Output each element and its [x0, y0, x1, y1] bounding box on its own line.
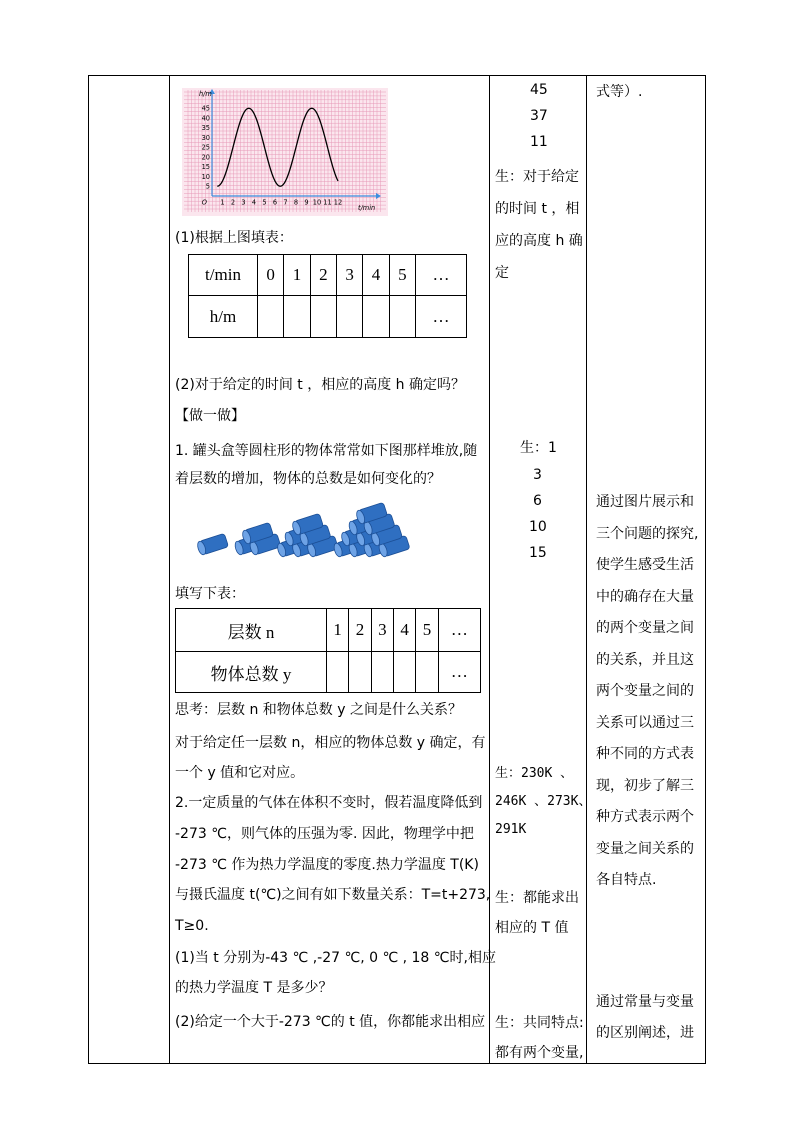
problem-2-question-1: 的热力学温度 T 是多少？ — [175, 980, 333, 996]
table-cell — [327, 652, 349, 693]
table-header-time: t/min — [189, 255, 258, 296]
y-tick-label: 15 — [201, 163, 210, 172]
table-cell — [416, 652, 438, 693]
problem-2-text: 与摄氏温度 t(℃)之间有如下数量关系：T=t+273, — [175, 887, 491, 903]
answer-number: 45 — [530, 82, 548, 98]
table-cell — [371, 652, 393, 693]
x-tick-label: 4 — [251, 198, 257, 207]
y-tick-label: 35 — [201, 124, 210, 133]
problem-1-text: 着层数的增加，物体的总数是如何变化的？ — [175, 471, 441, 487]
problem-2-question-2: (2)给定一个大于-273 ℃的 t 值，你都能求出相应 — [175, 1014, 486, 1030]
table-cell: 4 — [393, 609, 415, 652]
table-cell — [389, 296, 415, 338]
table-cell — [310, 296, 336, 338]
design-note-bottom: 通过常量与变量 的区别阐述，进 — [596, 994, 694, 1041]
design-intent-note: 通过图片展示和 三个问题的探究, 使学生感受生活 中的确存在大量 的两个变量之间 的关系，并且这 两个变量之间的 关系可以通过三 种不同的方式表 现，初步了解三 种方式表示两个 变量之间关系的 各自特点. — [596, 494, 699, 888]
problem-1-text: 1. 罐头盒等圆柱形的物体常常如下图那样堆放,随 — [175, 443, 478, 459]
table-cell — [284, 296, 310, 338]
x-tick-label: 7 — [283, 198, 288, 207]
problem-2-text: 2.一定质量的气体在体积不变时，假若温度降低到 — [175, 795, 483, 811]
table-cell: 4 — [363, 255, 389, 296]
student-answer-1: 生：对于给定 的时间 t ，相 应的高度 h 确 定 — [495, 169, 583, 281]
column-divider — [489, 76, 490, 1063]
origin-label: O — [201, 198, 207, 207]
table-cell: 2 — [349, 609, 371, 652]
table-cell: 3 — [336, 255, 362, 296]
x-tick-label: 11 — [323, 198, 332, 207]
y-tick-label: 30 — [201, 133, 210, 142]
table-cell: … — [416, 255, 467, 296]
layers-count-table — [175, 608, 481, 693]
height-time-graph — [182, 88, 388, 216]
x-axis-label: t/min — [358, 204, 376, 212]
think-question: 思考：层数 n 和物体总数 y 之间是什么关系？ — [175, 702, 462, 718]
table-cell — [336, 296, 362, 338]
design-note-top: 式等）. — [596, 84, 643, 100]
x-tick-label: 5 — [262, 198, 267, 207]
table-cell — [363, 296, 389, 338]
problem-2-text: T≥0. — [175, 918, 209, 934]
x-tick-label: 9 — [304, 198, 309, 207]
answer-number: 3 — [533, 467, 542, 483]
question-1-label: (1)根据上图填表： — [175, 230, 293, 246]
x-tick-label: 12 — [333, 198, 343, 207]
section-heading: 【做一做】 — [175, 408, 245, 424]
table-cell: 2 — [310, 255, 336, 296]
answer-number: 15 — [529, 545, 547, 561]
table-cell: … — [438, 652, 480, 693]
table-header-height: h/m — [189, 296, 258, 338]
answer-text: 一个 y 值和它对应。 — [175, 765, 305, 781]
problem-2-text: -273 ℃，则气体的压强为零. 因此，物理学中把 — [175, 826, 474, 842]
fill-table-label: 填写下表： — [175, 586, 245, 602]
table-cell — [258, 296, 284, 338]
table-cell: … — [416, 296, 467, 338]
y-tick-label: 20 — [201, 153, 210, 162]
y-tick-label: 40 — [201, 114, 210, 123]
x-tick-label: 3 — [241, 198, 246, 207]
table-cell — [393, 652, 415, 693]
answer-number: 6 — [533, 493, 542, 509]
table-cell: 0 — [258, 255, 284, 296]
problem-2-text: -273 ℃ 作为热力学温度的零度.热力学温度 T(K) — [175, 857, 479, 873]
x-tick-label: 8 — [293, 198, 299, 207]
answer-text: 对于给定任一层数 n，相应的物体总数 y 确定，有 — [175, 735, 486, 751]
answer-number: 11 — [530, 134, 548, 150]
y-tick-label: 5 — [205, 182, 210, 191]
answer-number: 37 — [530, 108, 548, 124]
table-cell: 1 — [327, 609, 349, 652]
cylinder-icon — [196, 533, 228, 555]
stacked-cylinders-illustration — [192, 500, 412, 564]
y-tick-label: 10 — [201, 172, 210, 181]
student-answer-4: 生：都能求出 相应的 T 值 — [495, 890, 579, 936]
student-answer-5: 生：共同特点: 都有两个变量, — [495, 1015, 584, 1061]
table-cell: … — [438, 609, 480, 652]
y-tick-label: 45 — [201, 104, 210, 113]
table-header-layers: 层数 n — [176, 609, 327, 652]
table-cell: 1 — [284, 255, 310, 296]
table-cell: 3 — [371, 609, 393, 652]
x-tick-label: 2 — [230, 198, 236, 207]
x-tick-label: 1 — [220, 198, 225, 207]
answer-number: 10 — [529, 519, 547, 535]
student-answer-3: 生：230K 、 246K 、273K、 291K — [495, 766, 592, 837]
student-answer-2: 生：1 — [520, 440, 557, 456]
table-header-total: 物体总数 y — [176, 652, 327, 693]
x-tick-label: 10 — [312, 198, 322, 207]
y-axis-label: h/m — [199, 90, 212, 98]
column-divider — [169, 76, 170, 1063]
table-cell: 5 — [389, 255, 415, 296]
table-cell — [349, 652, 371, 693]
problem-2-question-1: (1)当 t 分别为-43 ℃ ,-27 ℃, 0 ℃ , 18 ℃时,相应 — [175, 950, 496, 966]
question-2: (2)对于给定的时间 t ，相应的高度 h 确定吗？ — [175, 377, 465, 393]
column-divider — [586, 76, 587, 1063]
time-height-table — [188, 254, 467, 338]
x-tick-label: 6 — [272, 198, 278, 207]
table-cell: 5 — [416, 609, 438, 652]
y-tick-label: 25 — [201, 143, 210, 152]
